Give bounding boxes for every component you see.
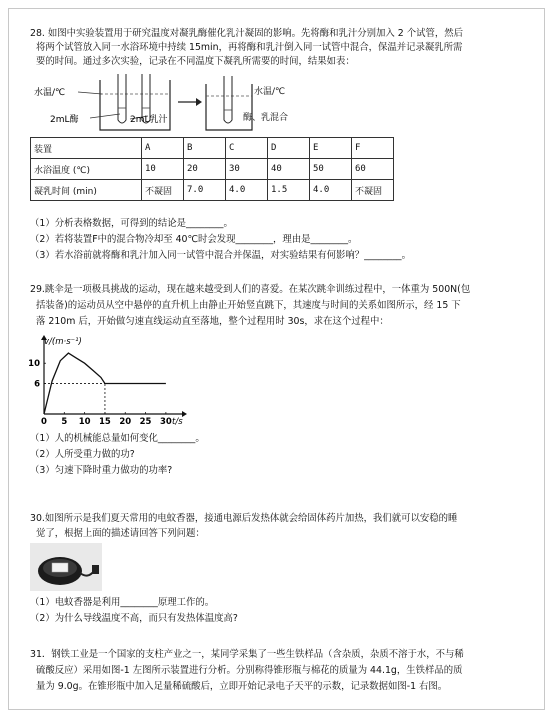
q28-sub-2: （2）若将装置F中的混合物冷却至 40℃时会发现________，理由是________。	[30, 234, 358, 245]
table-cell: 不凝固	[142, 180, 184, 201]
x-tick-label: 5	[61, 417, 68, 427]
table-cell: 4.0	[310, 180, 352, 201]
table-cell: 水浴温度 (℃)	[31, 159, 142, 180]
q29-line-2: 括装备)的运动员从空中悬停的直升机上由静止开始竖直跳下，其速度与时间的关系如图所示，经 15 下	[36, 300, 461, 311]
table-cell: 60	[352, 159, 394, 180]
table-cell: C	[226, 138, 268, 159]
q29-sub-1: （1）人的机械能总量如何变化________。	[30, 433, 205, 444]
table-cell: 凝乳时间 (min)	[31, 180, 142, 201]
x-tick-label: 15	[99, 417, 111, 427]
table-cell: F	[352, 138, 394, 159]
mosquito-heater-image	[30, 543, 102, 591]
table-row	[31, 159, 394, 180]
table-cell: E	[310, 138, 352, 159]
y-tick-label: 10	[28, 359, 40, 370]
x-tick-label: 30	[159, 417, 172, 427]
q28-results-table	[30, 137, 394, 201]
table-cell: 不凝固	[352, 180, 394, 201]
table-cell: 装置	[31, 138, 142, 159]
process-arrow-head	[196, 98, 202, 106]
table-cell: D	[268, 138, 310, 159]
table-row-header	[31, 138, 394, 159]
q28-line-3: 要的时间。通过多次实验，记录在不同温度下凝乳所需要的时间，结果如表：	[36, 56, 355, 67]
q29-sub-3: （3）匀速下降时重力做功的功率?	[30, 465, 173, 476]
y-axis-label: v/(m·s⁻¹)	[44, 337, 82, 347]
q29-line-3: 落 210m 后，开始做匀速直线运动直至落地，整个过程用时 30s，求在这个过程中：	[36, 316, 389, 327]
q28-sub-1: （1）分析表格数据，可得到的结论是________。	[30, 218, 233, 229]
enzyme-tube	[118, 74, 126, 123]
q30-line-2: 觉了，根据上面的描述请回答下列问题：	[36, 528, 205, 539]
label-water-temp-right: 水温/℃	[254, 87, 286, 97]
x-axis-label: t/s	[172, 417, 183, 427]
table-cell: 20	[184, 159, 226, 180]
table-cell: 30	[226, 159, 268, 180]
table-cell: 1.5	[268, 180, 310, 201]
mixed-tube	[224, 76, 232, 123]
q29-sub-2: （2）人所受重力做的功?	[30, 449, 135, 460]
q28-apparatus-diagram	[30, 72, 280, 136]
x-tick-label: 20	[119, 417, 132, 427]
velocity-time-chart	[22, 334, 192, 428]
q30-line-1: 30.如图所示是我们夏天常用的电蚊香器，接通电源后发热体就会给固体药片加热，我们就可以安稳的睡	[30, 513, 458, 524]
x-tick-label: 10	[78, 417, 91, 427]
table-cell: 50	[310, 159, 352, 180]
y-tick-label: 6	[34, 379, 40, 390]
tablet	[52, 563, 68, 572]
table-cell: 7.0	[184, 180, 226, 201]
x-tick-label: 25	[139, 417, 152, 427]
pointer-water-left	[78, 92, 102, 94]
q30-sub-2: （2）为什么导线温度不高，而只有发热体温度高?	[30, 613, 238, 624]
plug	[92, 565, 99, 574]
table-cell: 40	[268, 159, 310, 180]
q31-line-3: 量为 9.0g。在锥形瓶中加入足量稀硫酸后，立即开始记录电子天平的示数，记录数据如图-1 右图。	[36, 681, 448, 692]
label-water-temp-left: 水温/℃	[34, 88, 66, 98]
x-axis-arrow	[182, 411, 187, 417]
label-milk: 2mL乳汁	[130, 115, 168, 125]
q31-line-2: 硫酸反应）采用如图-1 左图所示装置进行分析。分别称得锥形瓶与棉花的质量为 44.1g，生铁样品的质	[36, 665, 463, 676]
q28-line-2: 将两个试管放入同一水浴环境中持续 15min，再将酶和乳汁倒入同一试管中混合，保温并记录凝乳所需	[36, 42, 463, 53]
table-cell: 10	[142, 159, 184, 180]
table-cell: B	[184, 138, 226, 159]
q30-sub-1: （1）电蚊香器是利用________原理工作的。	[30, 597, 215, 608]
pointer-enzyme	[90, 114, 120, 118]
mosquito-heater-illustration	[30, 543, 102, 591]
label-enzyme: 2mL酶	[50, 115, 79, 125]
x-tick-label: 0	[41, 417, 47, 427]
q29-line-1: 29.跳伞是一项极具挑战的运动，现在越来越受到人们的喜爱。在某次跳伞训练过程中，一体重为 500N(包	[30, 284, 471, 295]
label-mixed: 酶、乳混合	[243, 113, 289, 123]
table-row	[31, 180, 394, 201]
q31-line-1: 31．钢铁工业是一个国家的支柱产业之一，某同学采集了一些生铁样品（含杂质，杂质不溶于水，不与稀	[30, 649, 464, 660]
q28-line-1: 28. 如图中实验装置用于研究温度对凝乳酶催化乳汁凝固的影响。先将酶和乳汁分别加入 2 个试管，然后	[30, 28, 463, 39]
table-cell: A	[142, 138, 184, 159]
q28-sub-3: （3）若水浴前就将酶和乳汁加入同一试管中混合并保温，对实验结果有何影响？________。	[30, 250, 411, 261]
table-cell: 4.0	[226, 180, 268, 201]
